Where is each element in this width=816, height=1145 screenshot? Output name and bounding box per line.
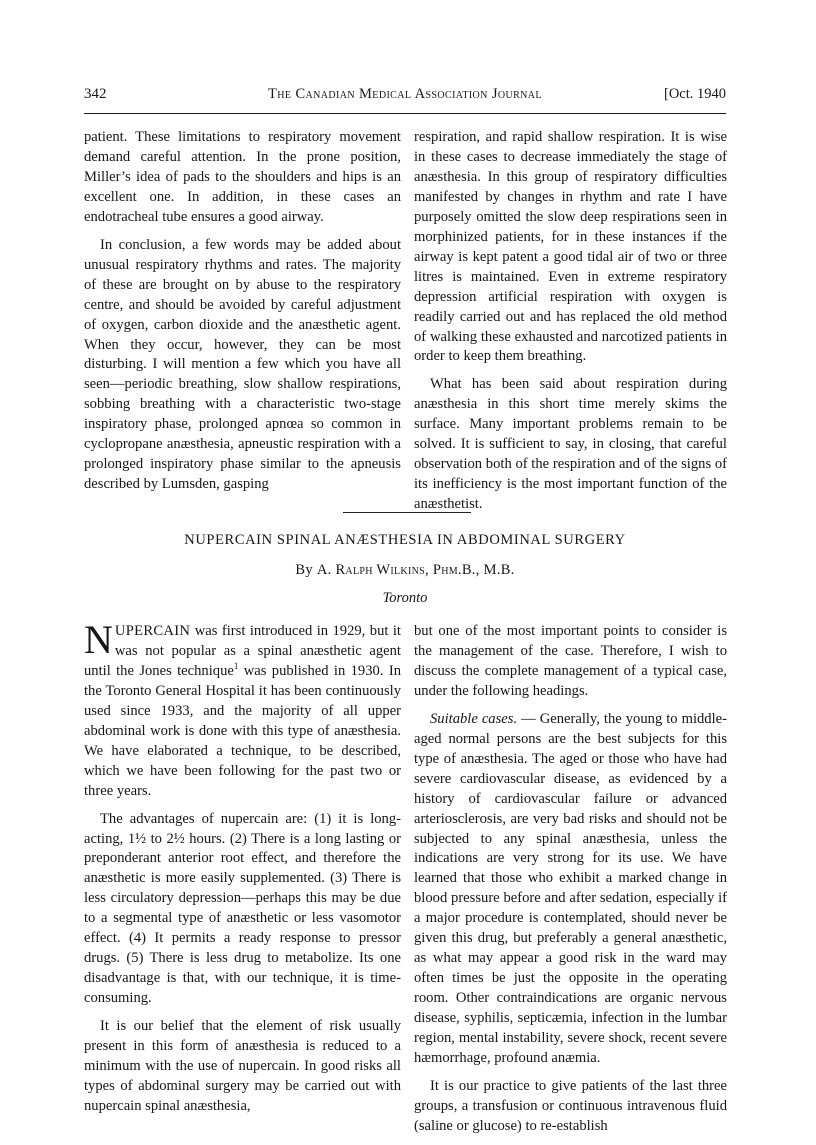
paragraph: but one of the most important points to consider is the management of the case. Therefore, I wish to discuss the complete management of a typical case, under the following headings. xyxy=(414,623,727,699)
paragraph-text: was published in 1930. In the Toronto General Hospital it has been continuously used since 1933, and the majority of all upper abdominal work is done with this type of anæsthesia. We have elaborated a technique, to be described, which we have been following for the past two or three years. xyxy=(84,662,401,799)
article-byline xyxy=(84,562,726,579)
article-title: NUPERCAIN SPINAL ANÆSTHESIA IN ABDOMINAL SURGERY xyxy=(184,532,626,548)
author-credentials: , Phm.B., M.B. xyxy=(424,562,515,578)
prev-article-right-column xyxy=(414,128,727,515)
paragraph: It is our practice to give patients of the last three groups, a transfusion or continuous intravenous fluid (saline or glucose) to re-establish xyxy=(414,1077,727,1134)
byline-prefix: By xyxy=(295,562,313,578)
paragraph: respiration, and rapid shallow respiration. It is wise in these cases to decrease immediately the stage of anæsthesia. In this group of respiratory difficulties manifested by changes in rhythm and rate I have purposely omitted the slow deep respirations seen in morphinized patients, for in these instances if the airway is kept patent a good tidal air of two or three litres is maintained. Even in extreme respiratory depression artificial respiration with oxygen is readily carried out and has replaced the old method of walking these exhausted and narcotized patients in order to keep them breathing. xyxy=(414,129,727,365)
paragraph-text: was first introduced in 1929, but it was not popular as a spinal anæsthetic agent until the Jones technique xyxy=(84,623,401,679)
lead-caps: UPERCAIN xyxy=(114,623,191,639)
issue-date: [Oct. 1940 xyxy=(663,86,726,102)
journal-title: The Canadian Medical Association Journal xyxy=(268,86,542,102)
paragraph: In conclusion, a few words may be added about unusual respiratory rhythms and rates. The majority of these are brought on by abuse to the respiratory centre, and should be avoided by careful adjustment of oxygen, carbon dioxide and the anæsthetic agent. When they occur, however, they can be most disturbing. I will mention a few which you have all seen—periodic breathing, slow shallow respirations, sobbing breathing with a characteristic two-stage inspiratory phase, prolonged apnœa so common in cyclopropane anæsthesia, apneustic respiration with a prolonged inspiratory phase similar to the apneusis described by Lumsden, gasping xyxy=(84,236,401,493)
header-rule xyxy=(84,113,726,114)
opening-paragraph xyxy=(84,617,401,802)
paragraph-text: — Generally, the young to middle-aged normal persons are the best subjects for this type of anæsthesia. The aged or those who have had severe cardiovascular disease, as evidenced by a history of cardiovascular failure or advanced arteriosclerosis, are very bad risks and should not be subjected to any spinal anæsthesia, unless the indications are very strong for its use. We have learned that those who exhibit a marked change in blood pressure before and after sedation, especially if a major procedure is contemplated, should never be given this drug, but preferably a general anæsthetic, as what may appear a good risk in the ward may often times be just the opposite in the operating room. Other contraindications are organic nervous disease, syphilis, septicæmia, infection in the lumbar region, mental instability, severe shock, recent severe hæmorrhage, profound anæmia. xyxy=(414,710,727,1067)
article-right-column xyxy=(414,622,727,1137)
running-header xyxy=(84,86,726,110)
paragraph: The advantages of nupercain are: (1) it is long-acting, 1½ to 2½ hours. (2) There is a long lasting or preponderant anterior root effect, and therefore the anæsthetic is more easily supplemented. (3) There is less circulatory depression—perhaps this may be due to a segmental type of anæsthetic or less vasomotor effect. (4) It permits a ready response to pressor drugs. (5) There is less drug to metabolize. Its one disadvantage is that, with our technique, it is time-consuming. xyxy=(84,810,401,1007)
article-left-column xyxy=(84,617,401,1117)
paragraph: It is our belief that the element of risk usually present in this form of anæsthesia is reduced to a minimum with the use of nupercain. In good risks all types of abdominal surgery may be carried out with nupercain spinal anæsthesia, xyxy=(84,1018,401,1114)
reference-marker: 1 xyxy=(233,661,239,672)
drop-cap: N xyxy=(84,617,113,662)
section-heading: Suitable cases. xyxy=(430,710,518,727)
page-number: 342 xyxy=(84,86,107,102)
paragraph: patient. These limitations to respiratory movement demand careful attention. In the prone position, Miller’s idea of pads to the shoulders and hips is an excellent one. In addition, in these cases an endotracheal tube ensures a good airway. xyxy=(84,129,401,225)
author-location: Toronto xyxy=(382,590,428,606)
article-separator xyxy=(343,512,471,513)
paragraph xyxy=(414,710,727,1069)
prev-article-left-column xyxy=(84,128,401,495)
paragraph: What has been said about respiration during anæsthesia in this short time merely skims the surface. Many important problems remain to be solved. It is sufficient to say, in closing, that careful observation both of the respiration and of the signs of its inefficiency is the most important function of the anæsthetist. xyxy=(414,376,727,513)
author-name: A. Ralph Wilkins xyxy=(316,562,425,578)
